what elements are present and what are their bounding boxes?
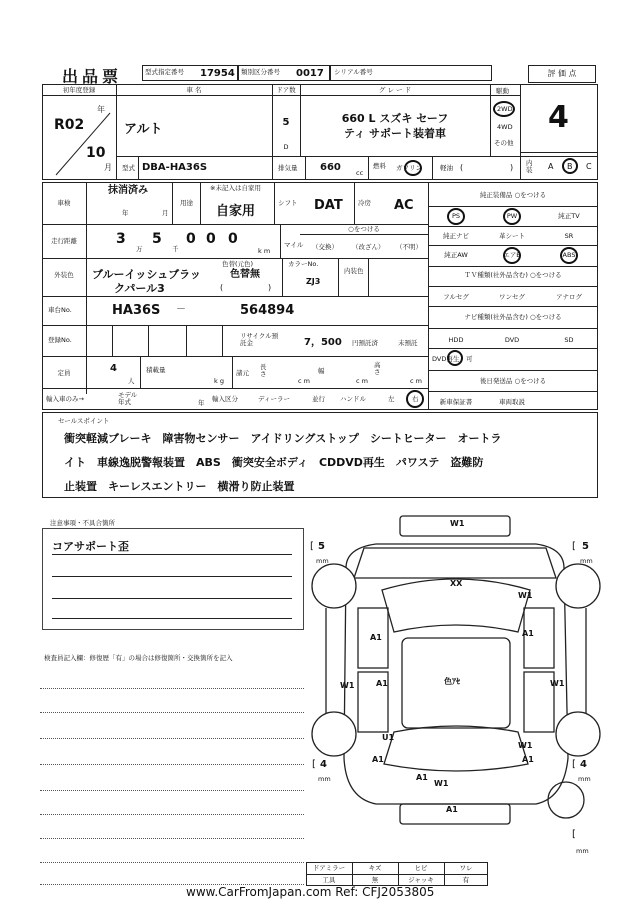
kg-unit: k g <box>214 377 224 385</box>
mark-trunk-left: A1 <box>416 773 428 782</box>
sales-line-1: 衝突軽減ブレーキ 障害物センサー アイドリングストップ シートヒーター オートラ <box>64 432 502 445</box>
warranty-book: 新車保証書 <box>439 398 473 406</box>
equip-tv: 純正TV <box>558 212 580 220</box>
interior-label: 内装 <box>526 159 533 174</box>
front-right-wheel <box>556 564 600 608</box>
swap-label: （交換） <box>312 243 338 251</box>
dealer-label: ディーラー <box>258 395 290 403</box>
tread-fr-unit: mm <box>580 557 593 565</box>
mark-front-bumper: W1 <box>450 519 465 528</box>
mark-right-rear: A1 <box>522 755 534 764</box>
abs-circle <box>560 247 578 264</box>
km-unit: k m <box>258 247 271 255</box>
height-label: 高さ <box>374 361 381 376</box>
model-year-unit: 年 <box>198 399 205 407</box>
right-label: 右 <box>412 395 419 403</box>
equip-ps: PS <box>451 212 461 220</box>
rear-left-wheel <box>312 712 356 756</box>
color-value-line1: ブルーイッシュブラッ <box>92 268 201 281</box>
grade-label: グ レ ー ド <box>378 86 412 94</box>
mark-right-fender: W1 <box>518 591 533 600</box>
fuel-circle <box>404 160 422 176</box>
shift-value: DAT <box>314 198 343 213</box>
chassis-number: 564894 <box>240 303 295 318</box>
inspection-year-unit: 年 <box>122 209 129 217</box>
color-change-value: 色替無 <box>230 269 260 280</box>
color-label: 外装色 <box>54 271 74 279</box>
handle-label: ハンドル <box>340 395 366 403</box>
interior-a: A <box>548 162 554 171</box>
circle-note: ○をつける <box>348 225 380 233</box>
type-designation-value: 17954 <box>200 68 235 79</box>
mileage-label: 走行距離 <box>51 237 77 245</box>
tv-fullseg: フルセグ <box>443 293 469 301</box>
unknown-label: （不明） <box>396 243 422 251</box>
legend-r4: 有 <box>462 876 470 884</box>
cooling-value: AC <box>394 198 414 213</box>
color-no-label: カラーNo. <box>288 260 319 268</box>
mileage-digit-4: 0 <box>206 231 216 247</box>
front-right-door <box>524 608 554 668</box>
mark-right-quarter: W1 <box>518 741 533 750</box>
chassis-prefix: HA36S <box>112 303 161 318</box>
shift-label: シフト <box>278 199 298 207</box>
class-value: 0017 <box>296 68 324 79</box>
recycle-unit: 円預託済 <box>352 339 378 347</box>
interior-c: C <box>586 162 592 171</box>
dvd-possible: 可 <box>466 355 473 363</box>
capacity-value: 4 <box>110 363 117 374</box>
drive-label: 駆動 <box>496 87 509 95</box>
inspection-value: 抹消済み <box>108 185 148 196</box>
tread-fr: 5 <box>582 541 589 552</box>
legend-h1: ドアミラー <box>312 864 346 872</box>
mileage-digit-2: 5 <box>152 231 162 247</box>
doors-label: ドア数 <box>276 86 296 94</box>
mark-trunk: W1 <box>434 779 449 788</box>
navi-title: ナビ種類(社外品含む) ○をつける <box>464 313 562 321</box>
mark-left-quarter: U1 <box>382 733 395 742</box>
mark-hood: XX <box>450 579 463 588</box>
tread-fl: 5 <box>318 541 325 552</box>
load-label: 積載量 <box>146 366 166 374</box>
tread-rl-bracket: [ <box>312 759 316 770</box>
inspection-label: 車検 <box>57 199 71 207</box>
tread-fr-bracket: [ <box>572 541 576 552</box>
sen-unit: 千 <box>172 245 179 253</box>
parallel-label: 並行 <box>312 395 325 403</box>
tv-analog: アナログ <box>556 293 582 301</box>
fuel-label: 燃料 <box>373 162 386 170</box>
mile-label: マイル <box>284 241 304 249</box>
interior-b: B <box>567 162 573 171</box>
recycle-not: 未預託 <box>398 339 418 347</box>
mark-left-rear-door: A1 <box>376 679 388 688</box>
owner-manual: 車両取説 <box>499 398 525 406</box>
reg-no-label: 登録No. <box>48 336 72 344</box>
car-name-label: 車 名 <box>186 86 202 94</box>
rear-window <box>384 726 528 771</box>
tread-rr-bracket: [ <box>572 759 576 770</box>
spare-tire <box>546 780 586 820</box>
diesel-paren-open: ( <box>460 163 464 172</box>
doors-value: 5 <box>282 117 290 128</box>
drive-2wd: 2WD <box>497 105 513 113</box>
first-reg-label: 初年度登録 <box>62 86 96 94</box>
mileage-digit-5: 0 <box>228 231 238 247</box>
interior-color-label: 内装色 <box>344 267 364 275</box>
drive-other: その他 <box>494 139 514 147</box>
inspection-month-unit: 月 <box>162 209 169 217</box>
grade-line1: 660 L スズキ セーフ <box>341 112 449 125</box>
tv-title: ＴＶ種類(社外品含む) ○をつける <box>464 271 562 279</box>
tv-oneseg: ワンセグ <box>499 293 525 301</box>
navi-sd: SD <box>564 336 574 344</box>
navi-dvd: DVD <box>504 336 520 344</box>
equip-pw: PW <box>506 212 518 220</box>
first-reg-month-unit: 月 <box>104 163 112 172</box>
tread-spare-unit: mm <box>576 847 589 855</box>
recycle-value: 7，500 <box>304 337 342 348</box>
color-no-value: ZJ3 <box>306 277 321 286</box>
first-reg-era: R02 <box>54 117 85 133</box>
caution-text: コアサポート歪 <box>52 540 129 553</box>
length-cm: c m <box>298 377 310 385</box>
mark-roof: 色ｱｾ <box>444 677 460 686</box>
mark-left-sill: W1 <box>340 681 355 690</box>
width-cm: c m <box>356 377 368 385</box>
model-value: DBA-HA36S <box>142 162 208 173</box>
import-label: 輸入車のみ→ <box>46 395 84 403</box>
caution-label: 注意事項・不具合箇所 <box>50 519 115 527</box>
color-paren-open: ( <box>220 283 224 292</box>
tread-rr: 4 <box>580 759 587 770</box>
doors-unit: D <box>283 143 289 151</box>
rear-right-wheel <box>556 712 600 756</box>
equip-leather: 革シート <box>499 232 525 240</box>
equip-airbag: エアB <box>503 251 521 259</box>
grade-line2: ティ サポート装着車 <box>344 127 446 140</box>
chassis-dash: － <box>176 304 186 315</box>
navi-hdd: HDD <box>448 336 464 344</box>
left-label: 左 <box>388 395 395 403</box>
legend-r1: 工具 <box>322 876 336 884</box>
usage-value: 自家用 <box>216 204 256 219</box>
right-handle-circle <box>406 390 424 408</box>
mark-right-sill: W1 <box>550 679 565 688</box>
equip-abs: ABS <box>562 251 576 259</box>
legend-r3: ジャッキ <box>408 876 434 884</box>
front-left-wheel <box>312 564 356 608</box>
aftermarket-title: 後日発送品 ○をつける <box>479 377 547 385</box>
displacement-value: 660 <box>320 162 341 173</box>
color-value-line2: クパール3 <box>114 282 165 295</box>
dim-label: 諸元 <box>236 369 249 377</box>
score-value: 4 <box>548 100 569 135</box>
dvd-label: DVD再生 <box>432 355 460 363</box>
import-class-label: 輸入区分 <box>212 395 238 403</box>
equip-aw: 純正AW <box>444 251 468 259</box>
model-label: 型式 <box>122 164 135 172</box>
chassis-label: 車台No. <box>48 306 72 314</box>
footer-watermark: www.CarFromJapan.com Ref: CFJ2053805 <box>186 885 435 899</box>
width-label: 幅 <box>318 367 325 375</box>
score-label: 評 価 点 <box>547 69 577 78</box>
airbag-circle <box>503 247 521 264</box>
cc-unit: cc <box>356 169 364 177</box>
mark-left-front-door: A1 <box>370 633 382 642</box>
tamper-label: （改ざん） <box>352 243 385 251</box>
cooling-label: 冷房 <box>358 199 371 207</box>
legend-h4: ワレ <box>459 864 473 872</box>
first-reg-month: 10 <box>86 145 106 161</box>
height-cm: c m <box>410 377 422 385</box>
tread-rl-unit: mm <box>318 775 331 783</box>
diesel-paren-close: ) <box>510 163 514 172</box>
dvd-circle <box>447 350 463 366</box>
mark-left-rear: A1 <box>372 755 384 764</box>
tread-rr-unit: mm <box>578 775 591 783</box>
capacity-unit: 人 <box>128 377 135 385</box>
tread-spare-bracket: [ <box>572 829 576 840</box>
sales-line-3: 止装置 キーレスエントリー 横滑り防止装置 <box>64 480 295 493</box>
mark-right-front-door: A1 <box>522 629 534 638</box>
first-reg-year-unit: 年 <box>97 105 105 114</box>
length-label: 長さ <box>260 363 267 378</box>
hood-outline <box>354 548 556 578</box>
color-paren-close: ) <box>268 283 272 292</box>
capacity-label: 定員 <box>57 369 71 377</box>
interior-b-circle <box>562 158 578 174</box>
serial-label: シリアル番号 <box>334 68 373 76</box>
type-designation-label: 型式指定番号 <box>145 68 184 76</box>
drive-4wd: 4WD <box>497 123 513 131</box>
class-label: 類別区分番号 <box>241 68 280 76</box>
legend-h2: キズ <box>368 864 382 872</box>
usage-label: 用途 <box>180 199 193 207</box>
color-change-label: 色替(元色) <box>222 260 254 268</box>
legend-h3: ヒビ <box>414 864 428 872</box>
mileage-digit-1: 3 <box>116 231 126 247</box>
pw-circle <box>503 208 521 225</box>
ps-circle <box>447 208 465 225</box>
sales-line-2: イト 車線逸脱警報装置 ABS 衝突安全ボディ CDDVD再生 パワステ 盗難防 <box>64 456 484 469</box>
mark-rear-bumper: A1 <box>446 805 458 814</box>
mileage-digit-3: 0 <box>186 231 196 247</box>
diesel-label: 軽油 <box>440 164 453 172</box>
usage-note: ※未記入は自家用 <box>210 184 261 192</box>
sales-points-label: セールスポイント <box>58 417 110 425</box>
fuel-value: ガソリン <box>396 164 422 172</box>
tread-fl-bracket: [ <box>310 541 314 552</box>
legend-r2: 無 <box>371 876 379 884</box>
inspector-label: 検査員記入欄：修復歴「有」の場合は修復箇所・交換箇所を記入 <box>44 654 233 662</box>
tread-fl-unit: mm <box>316 557 329 565</box>
displacement-label: 排気量 <box>278 164 298 172</box>
recycle-label: リサイクル預託金 <box>240 332 279 347</box>
tread-rl: 4 <box>320 759 327 770</box>
equip-sr: SR <box>564 232 574 240</box>
genuine-title: 純正装備品 ○をつける <box>479 191 547 199</box>
model-year-label: モデル年式 <box>118 391 138 406</box>
man-unit: 万 <box>136 245 143 253</box>
equip-navi: 純正ナビ <box>443 232 469 240</box>
drive-2wd-circle <box>493 101 515 117</box>
sheet-title: 出品票 <box>62 67 123 86</box>
car-name-value: アルト <box>124 122 163 137</box>
